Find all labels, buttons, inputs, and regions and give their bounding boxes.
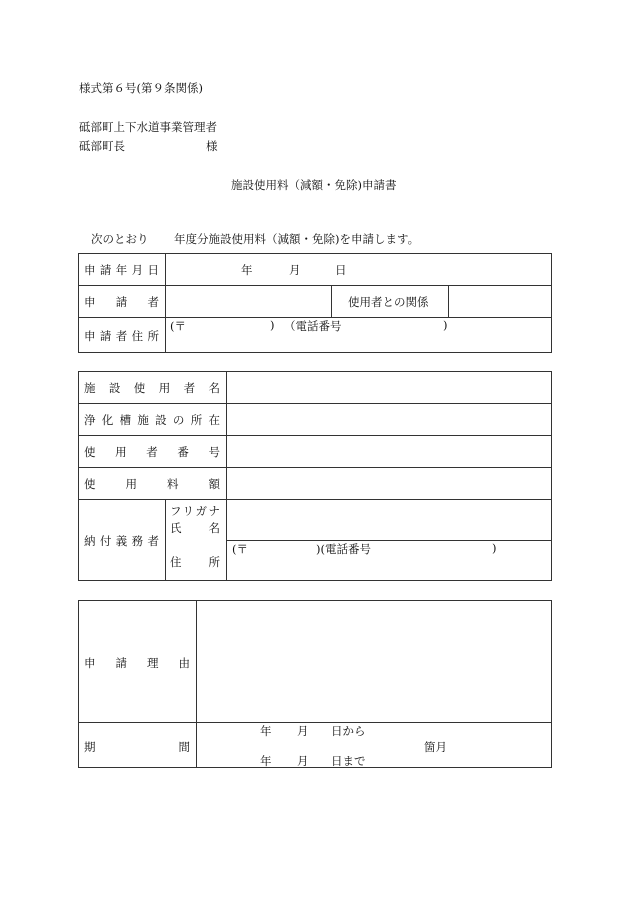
obligor-postal-open: (〒: [232, 542, 248, 556]
application-date-field[interactable]: [166, 254, 551, 284]
date-year: 年: [241, 263, 253, 277]
obligor-label: 納付義務者: [84, 534, 159, 548]
applicant-address-field[interactable]: [166, 332, 551, 352]
obligor-name-label: 氏名: [170, 521, 220, 535]
user-number-field[interactable]: [227, 436, 551, 466]
intro-text: 年度分施設使用料（減額・免除)を申請します。: [174, 232, 420, 246]
document-title: 施設使用料（減額・免除)申請書: [231, 178, 397, 192]
usage-fee-field[interactable]: [227, 468, 551, 498]
postal-open: (〒: [170, 319, 186, 333]
obligor-address-label: 住所: [170, 555, 220, 569]
phone-close: ): [443, 318, 448, 332]
months-label: 箇月: [424, 740, 447, 754]
applicant-label: 申請者: [84, 295, 159, 309]
date-day: 日: [335, 263, 347, 277]
tank-location-label: 浄化槽施設の所在: [84, 413, 220, 427]
from-year: 年: [260, 724, 272, 738]
from-month: 月: [297, 724, 309, 738]
obligor-address-field[interactable]: [227, 557, 551, 580]
user-number-label: 使用者番号: [84, 445, 220, 459]
facility-user-name-label: 施設使用者名: [84, 381, 220, 395]
usage-fee-label: 使用料額: [84, 477, 220, 491]
to-year: 年: [260, 754, 272, 768]
relation-label: 使用者との関係: [348, 295, 429, 309]
obligor-phone-open: )(電話番号: [316, 542, 371, 556]
addressee-manager: 砥部町上下水道事業管理者: [79, 120, 217, 134]
period-label: 期間: [84, 740, 190, 754]
application-date-label: 申請年月日: [84, 263, 159, 277]
obligor-name-field[interactable]: [227, 500, 551, 539]
date-month: 月: [289, 263, 301, 277]
to-day: 日まで: [331, 754, 366, 768]
obligor-phone-close: ): [492, 541, 497, 555]
addressee-mayor: 砥部町長: [79, 139, 125, 153]
period-field[interactable]: [197, 723, 551, 767]
honorific: 様: [206, 139, 218, 153]
facility-user-name-field[interactable]: [227, 372, 551, 402]
reason-field[interactable]: [197, 601, 551, 721]
form-number: 様式第６号(第９条関係): [79, 81, 203, 95]
from-day: 日から: [331, 724, 366, 738]
relation-field[interactable]: [449, 286, 551, 316]
intro-lead: 次のとおり: [91, 232, 149, 246]
furigana-label: フリガナ: [170, 504, 220, 518]
reason-label: 申請理由: [84, 656, 190, 670]
applicant-address-label: 申請者住所: [84, 329, 159, 343]
tank-location-field[interactable]: [227, 404, 551, 434]
postal-close: ): [270, 318, 275, 332]
to-month: 月: [297, 754, 309, 768]
applicant-field[interactable]: [166, 286, 330, 316]
phone-open: （電話番号: [284, 319, 342, 333]
